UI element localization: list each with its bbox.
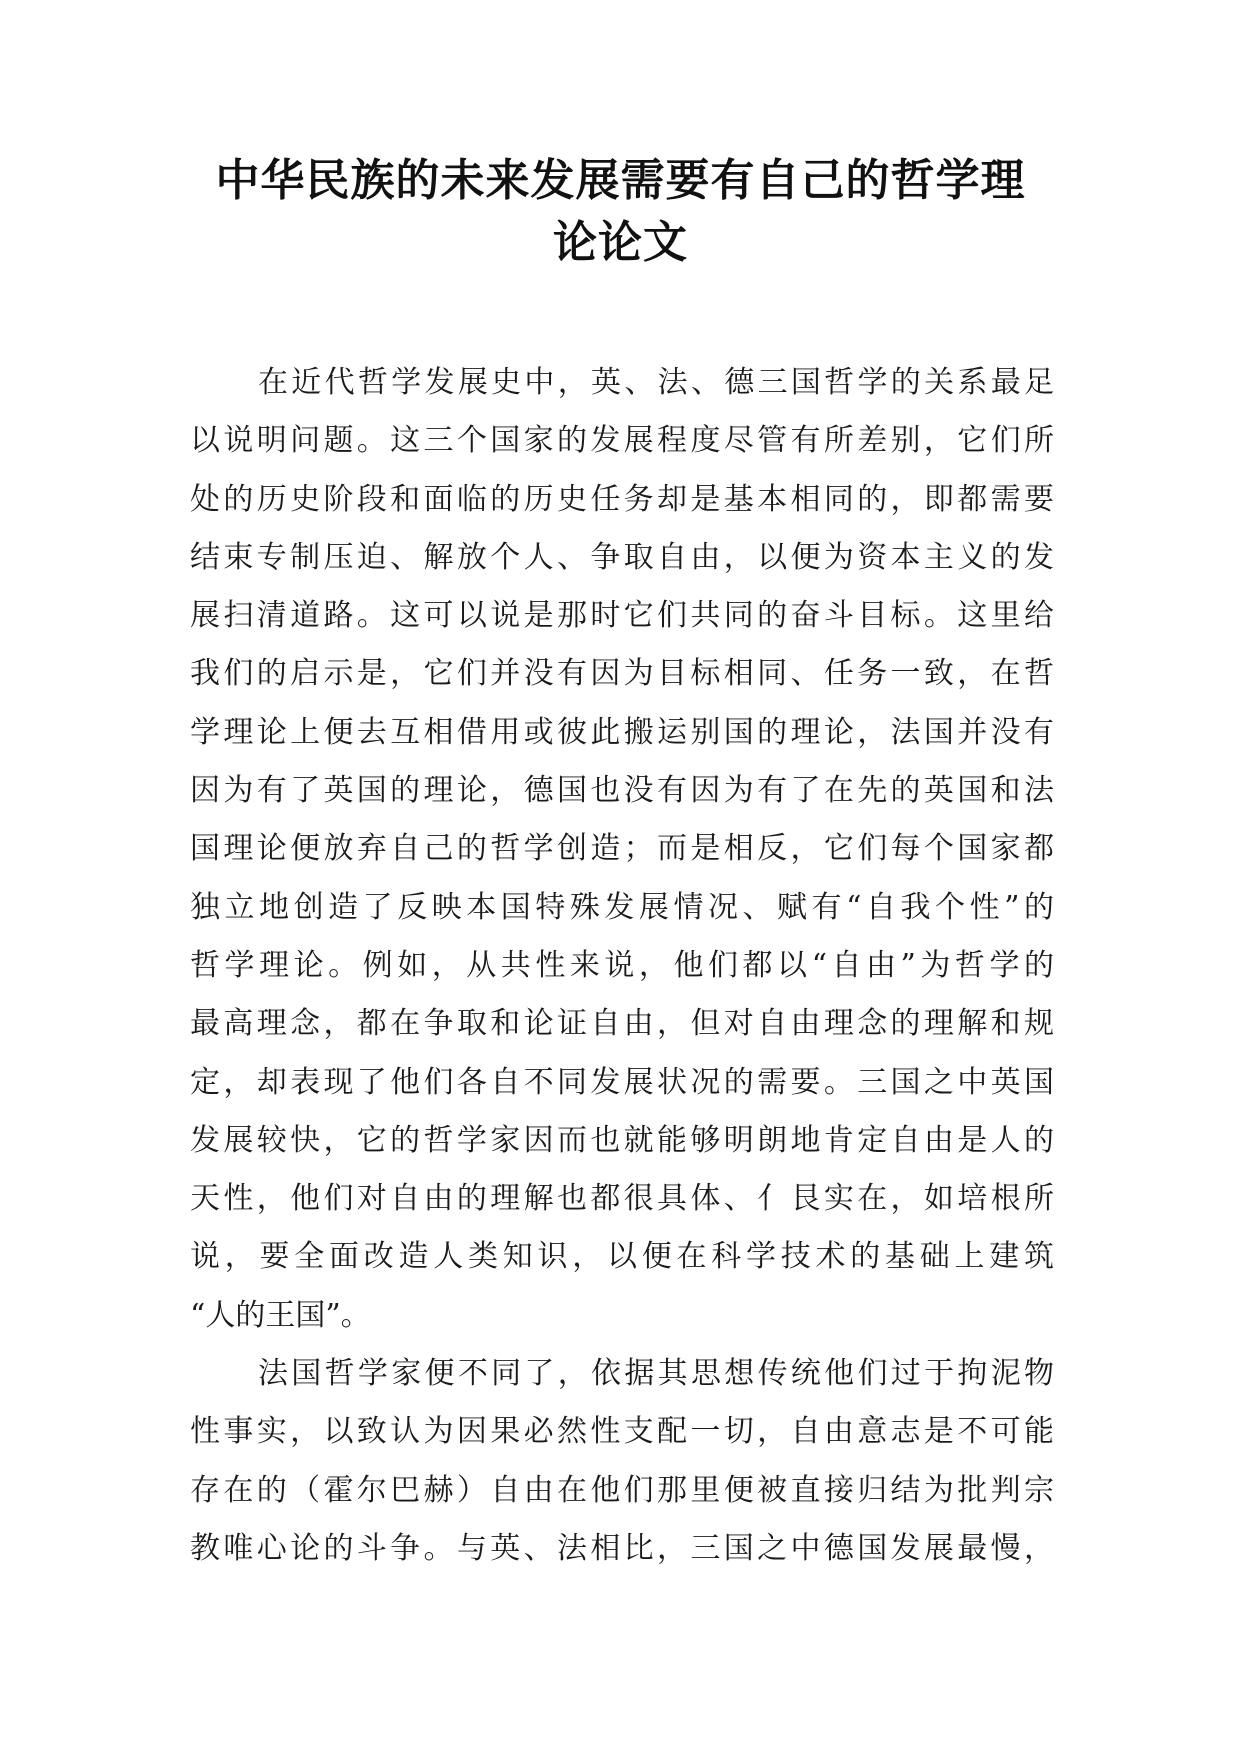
paragraph-line: 国理论便放弃自己的哲学创造；而是相反，它们每个国家都 xyxy=(190,831,1054,867)
paragraph-line: 法国哲学家便不同了，依据其思想传统他们过于拘泥物 xyxy=(258,1356,1054,1392)
document-title xyxy=(150,150,1091,274)
paragraph-line: 独立地创造了反映本国特殊发展情况、赋有“自我个性”的 xyxy=(190,889,1054,925)
paragraph-line: 发展较快，它的哲学家因而也就能够明朗地肯定自由是人的 xyxy=(190,1122,1054,1158)
paragraph-line: 最高理念，都在争取和论证自由，但对自由理念的理解和规 xyxy=(190,1006,1054,1042)
paragraph-line: 说，要全面改造人类知识，以便在科学技术的基础上建筑 xyxy=(190,1239,1054,1275)
document-body xyxy=(190,354,1054,1578)
paragraph-line: 哲学理论。例如，从共性来说，他们都以“自由”为哲学的 xyxy=(190,947,1054,983)
paragraph-line: 我们的启示是，它们并没有因为目标相同、任务一致，在哲 xyxy=(190,656,1054,692)
paragraph-line: 展扫清道路。这可以说是那时它们共同的奋斗目标。这里给 xyxy=(190,598,1054,634)
paragraph-line: 教唯心论的斗争。与英、法相比，三国之中德国发展最慢， xyxy=(190,1530,1054,1566)
paragraph-line: 以说明问题。这三个国家的发展程度尽管有所差别，它们所 xyxy=(190,423,1054,459)
title-line-1: 中华民族的未来发展需要有自己的哲学理 xyxy=(215,155,1026,206)
paragraph-line: 定，却表现了他们各自不同发展状况的需要。三国之中英国 xyxy=(190,1064,1054,1100)
paragraph-line: 存在的（霍尔巴赫）自由在他们那里便被直接归结为批判宗 xyxy=(190,1472,1054,1508)
paragraph-line: 因为有了英国的理论，德国也没有因为有了在先的英国和法 xyxy=(190,773,1054,809)
paragraph-line: “人的王国”。 xyxy=(190,1297,371,1333)
paragraph-line: 学理论上便去互相借用或彼此搬运别国的理论，法国并没有 xyxy=(190,714,1054,750)
paragraph-line: 性事实，以致认为因果必然性支配一切，自由意志是不可能 xyxy=(190,1414,1054,1450)
paragraph-line: 结束专制压迫、解放个人、争取自由，以便为资本主义的发 xyxy=(190,539,1054,575)
paragraph-line: 在近代哲学发展史中，英、法、德三国哲学的关系最足 xyxy=(258,365,1054,400)
title-line-2: 论论文 xyxy=(553,217,688,268)
paragraph-line: 天性，他们对自由的理解也都很具体、亻艮实在，如培根所 xyxy=(190,1181,1054,1217)
paragraph-line: 处的历史阶段和面临的历史任务却是基本相同的，即都需要 xyxy=(190,481,1054,517)
